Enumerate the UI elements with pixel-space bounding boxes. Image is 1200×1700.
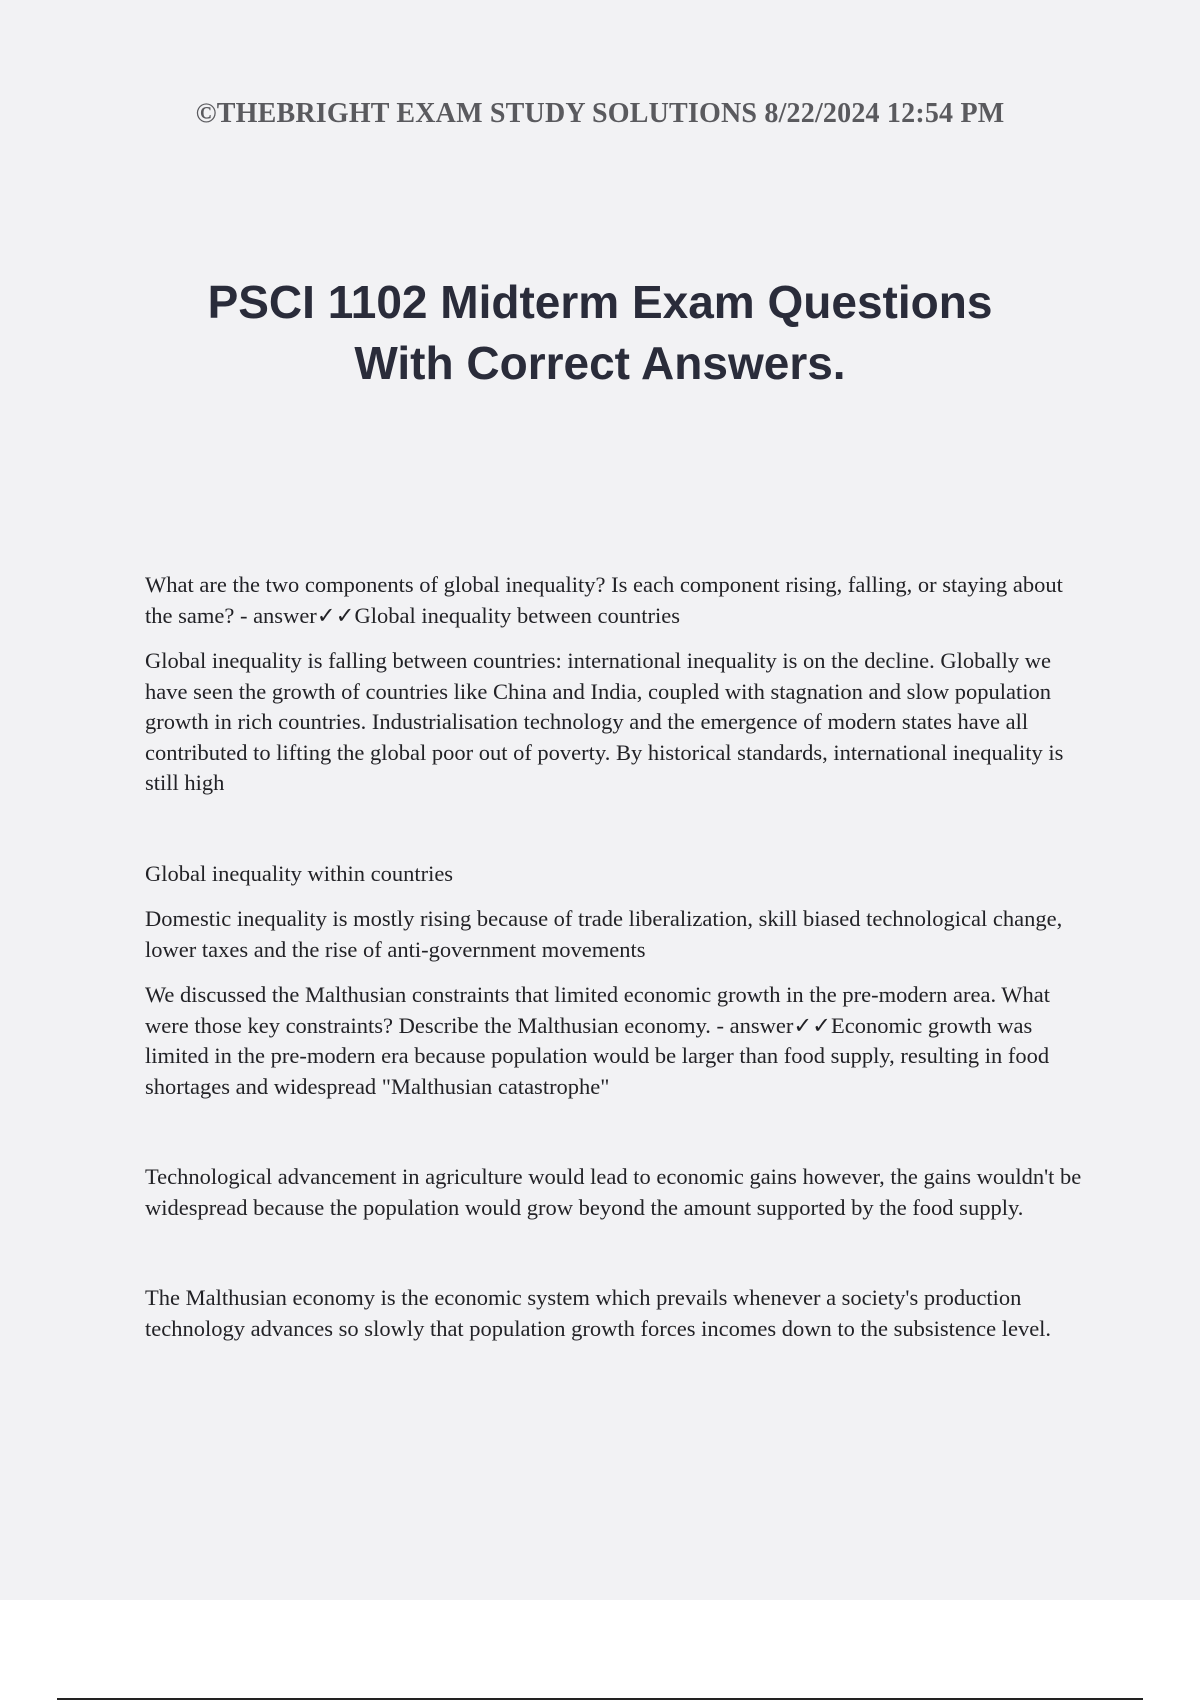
title-line-1: PSCI 1102 Midterm Exam Questions — [207, 276, 993, 328]
answer-1-within-countries-paragraph: Domestic inequality is mostly rising because of trade liberalization, skill biased technological change, lower taxes and the rise of anti-government movements — [145, 906, 1063, 962]
title-line-2: With Correct Answers. — [354, 337, 846, 389]
question-2-paragraph: We discussed the Malthusian constraints that limited economic growth in the pre-modern area. What were those key constraints? Describe the Malthusian economy. - answer✓✓Economic growth was limited in the pre-modern era because population would be larger than food supply, resulting in food shortages and widespread "Malthusian catastrophe" — [145, 982, 1051, 1099]
answer-2-malthusian-economy-paragraph: The Malthusian economy is the economic system which prevails whenever a society's production technology advances so slowly that population growth forces incomes down to the subsistence level. — [145, 1285, 1052, 1341]
document-title — [100, 272, 1100, 394]
question-1-paragraph: What are the two components of global inequality? Is each component rising, falling, or staying about the same? - answer✓✓Global inequality between countries — [145, 572, 1063, 628]
copyright-header: ©THEBRIGHT EXAM STUDY SOLUTIONS 8/22/2024 12:54 PM — [195, 98, 1005, 129]
answer-1-between-countries-paragraph: Global inequality is falling between countries: international inequality is on the decline. Globally we have seen the growth of countries like China and India, coupled with stagnation and slow population growth in rich countries. Industrialisation technology and the emergence of modern states have all contributed to lifting the global poor out of poverty. By historical standards, international inequality is still high — [145, 648, 1064, 795]
document-body — [145, 570, 1095, 1344]
answer-2-technology-paragraph: Technological advancement in agriculture would lead to economic gains however, the gains wouldn't be widespread because the population would grow beyond the amount supported by the food supply. — [145, 1164, 1082, 1220]
answer-1-within-countries-heading: Global inequality within countries — [145, 860, 454, 886]
